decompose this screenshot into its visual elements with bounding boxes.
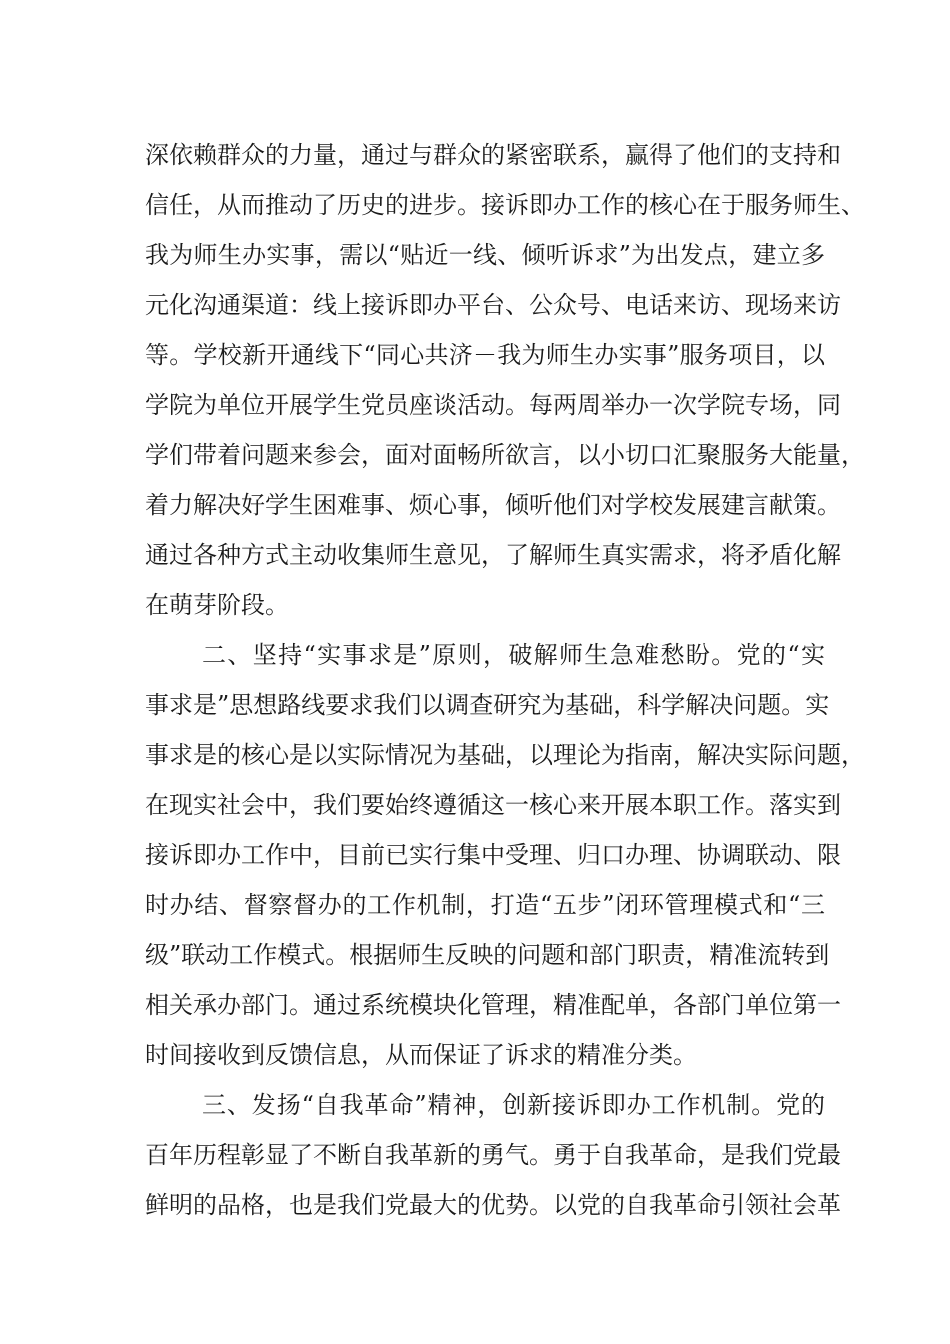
paragraph-1-line: 学院为单位开展学生党员座谈活动。每两周举办一次学院专场，同 [145,391,841,419]
paragraph-1-line: 通过各种方式主动收集师生意见，了解师生真实需求，将矛盾化解 [145,541,841,569]
paragraph-2-line: 时办结、督察督办的工作机制，打造“五步”闭环管理模式和“三 [145,891,825,919]
paragraph-3-line: 百年历程彰显了不断自我革新的勇气。勇于自我革命，是我们党最 [145,1141,841,1169]
paragraph-1-line: 信任，从而推动了历史的进步。接诉即办工作的核心在于服务师生、 [145,191,865,219]
paragraph-1-line: 我为师生办实事，需以“贴近一线、倾听诉求”为出发点，建立多 [145,241,825,269]
paragraph-2-line: 事求是的核心是以实际情况为基础，以理论为指南，解决实际问题， [145,741,865,769]
paragraph-1-line: 学们带着问题来参会，面对面畅所欲言，以小切口汇聚服务大能量， [145,441,865,469]
paragraph-2-line: 相关承办部门。通过系统模块化管理，精准配单，各部门单位第一 [145,991,841,1019]
paragraph-1-line: 在萌芽阶段。 [145,591,289,619]
paragraph-3-line: 鲜明的品格，也是我们党最大的优势。以党的自我革命引领社会革 [145,1191,841,1219]
paragraph-1-line: 元化沟通渠道：线上接诉即办平台、公众号、电话来访、现场来访 [145,291,841,319]
paragraph-2-line: 事求是”思想路线要求我们以调查研究为基础，科学解决问题。实 [145,691,830,719]
document-body [145,130,865,1230]
paragraph-2-line: 级”联动工作模式。根据师生反映的问题和部门职责，精准流转到 [145,941,830,969]
paragraph-1-line: 着力解决好学生困难事、烦心事，倾听他们对学校发展建言献策。 [145,491,841,519]
paragraph-1-line: 等。学校新开通线下“同心共济－我为师生办实事”服务项目，以 [145,341,825,369]
paragraph-2-heading-line: 二、坚持“实事求是”原则，破解师生急难愁盼。党的“实 [202,641,825,669]
paragraph-2-line: 接诉即办工作中，目前已实行集中受理、归口办理、协调联动、限 [145,841,841,869]
paragraph-1-line: 深依赖群众的力量，通过与群众的紧密联系，赢得了他们的支持和 [145,141,841,169]
paragraph-3-heading-line: 三、发扬“自我革命”精神，创新接诉即办工作机制。党的 [202,1091,825,1119]
paragraph-2-line: 时间接收到反馈信息，从而保证了诉求的精准分类。 [145,1041,697,1069]
paragraph-2-line: 在现实社会中，我们要始终遵循这一核心来开展本职工作。落实到 [145,791,841,819]
